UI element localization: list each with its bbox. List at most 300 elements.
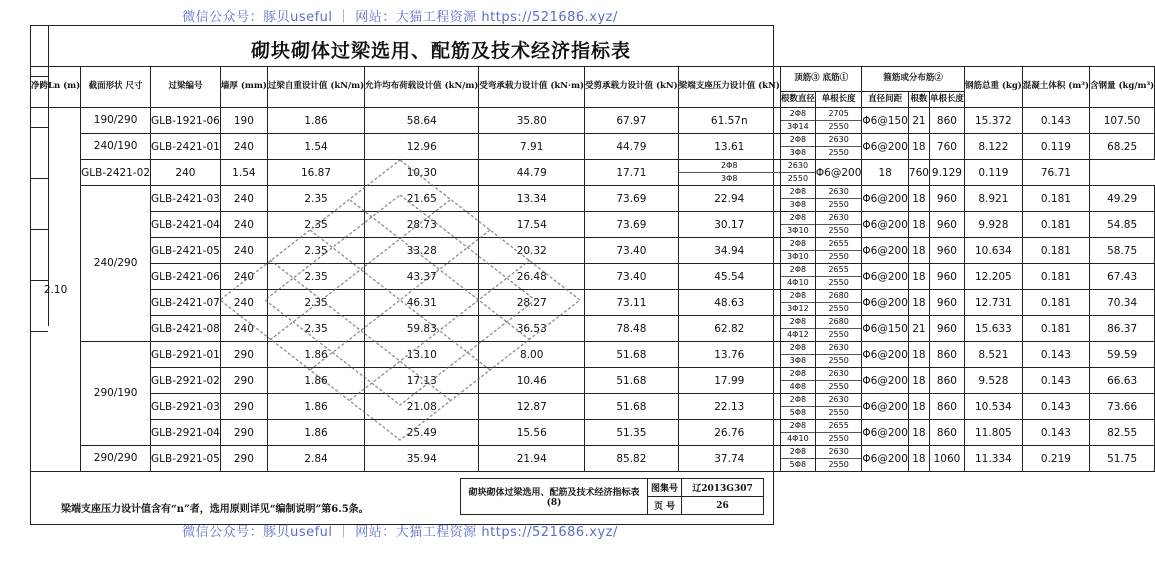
shear-capacity: 51.35 [585, 420, 679, 446]
shear-capacity: 44.79 [479, 160, 585, 186]
top-bar-length: 2680 [816, 316, 862, 329]
bottom-bar: 3Φ10 [787, 252, 809, 261]
bottom-bar: 4Φ12 [787, 330, 809, 339]
shear-capacity: 73.40 [585, 238, 679, 264]
bar-length-cell [815, 290, 862, 316]
header-top-bars: 顶筋③ 底筋① [780, 67, 862, 92]
stirrup-length: 960 [929, 186, 964, 212]
steel-content: 49.29 [1090, 186, 1155, 212]
bottom-bar: 5Φ8 [789, 408, 807, 417]
top-bar-length: 2655 [816, 264, 862, 277]
stirrup-spacing: Φ6@200 [862, 134, 909, 160]
span-cell: 2.10 [31, 108, 81, 472]
header-stirrups: 箍筋或分布筋② [862, 67, 965, 92]
stirrup-count: 18 [862, 160, 909, 186]
self-weight: 1.86 [267, 108, 364, 134]
header-code: 过梁编号 [151, 67, 221, 108]
allow-load: 58.64 [365, 108, 479, 134]
top-bar-length: 2630 [816, 342, 862, 355]
stirrup-count: 18 [908, 342, 929, 368]
stirrup-length: 860 [929, 420, 964, 446]
section-shape-cell: 190/290 [81, 108, 151, 134]
concrete-volume: 0.181 [1022, 238, 1089, 264]
bar-spec-cell [780, 108, 815, 134]
shear-capacity: 67.97 [585, 108, 679, 134]
self-weight: 1.86 [267, 368, 364, 394]
wall-thickness: 290 [220, 394, 267, 420]
bar-spec-cell [780, 186, 815, 212]
wall-thickness: 290 [220, 368, 267, 394]
top-bar: 2Φ8 [781, 212, 815, 225]
stirrup-count: 18 [908, 368, 929, 394]
header-shear: 受剪承载力设计值 (kN) [585, 67, 679, 108]
steel-weight: 9.129 [929, 160, 964, 186]
steel-weight: 8.122 [964, 134, 1022, 160]
allow-load: 12.96 [365, 134, 479, 160]
self-weight: 2.84 [267, 446, 364, 472]
top-bar: 2Φ8 [781, 238, 815, 251]
allow-load: 13.10 [365, 342, 479, 368]
bar-spec-cell [780, 134, 815, 160]
bottom-bar: 3Φ12 [787, 304, 809, 313]
stirrup-spacing: Φ6@150 [862, 316, 909, 342]
watermark-top: 微信公众号：豚贝useful ｜ 网站：大猫工程资源 https://521686.xyz/ [182, 10, 618, 25]
wall-thickness: 240 [220, 212, 267, 238]
self-weight: 2.35 [267, 212, 364, 238]
table-row [31, 316, 1155, 342]
steel-content: 76.71 [1022, 160, 1089, 186]
steel-weight: 11.805 [964, 420, 1022, 446]
bar-length-cell [815, 420, 862, 446]
concrete-volume: 0.143 [1022, 368, 1089, 394]
shear-capacity: 73.11 [585, 290, 679, 316]
stirrup-count: 18 [908, 264, 929, 290]
bending-capacity: 7.91 [479, 134, 585, 160]
beam-code: GLB-2421-02 [81, 160, 151, 186]
steel-content: 58.75 [1090, 238, 1155, 264]
self-weight: 2.35 [267, 264, 364, 290]
bar-spec-cell [780, 420, 815, 446]
wall-thickness: 240 [220, 238, 267, 264]
bottom-bar: 3Φ8 [789, 356, 807, 365]
shear-capacity: 78.48 [585, 316, 679, 342]
bar-spec-cell [780, 316, 815, 342]
steel-weight: 8.921 [964, 186, 1022, 212]
top-bar: 2Φ8 [781, 186, 815, 199]
steel-content: 66.63 [1090, 368, 1155, 394]
support-pressure: 17.99 [678, 368, 780, 394]
stirrup-length: 1060 [929, 446, 964, 472]
self-weight: 1.86 [267, 420, 364, 446]
bar-spec-cell [678, 160, 780, 186]
top-bar-length: 2630 [816, 186, 862, 199]
bar-length-cell [780, 160, 815, 186]
footnote: 梁端支座压力设计值含有“n”者，选用原则详见“编制说明”第6.5条。 [61, 504, 369, 515]
wall-thickness: 290 [220, 446, 267, 472]
table-row [31, 108, 1155, 134]
support-pressure: 22.13 [678, 394, 780, 420]
stirrup-count: 18 [908, 420, 929, 446]
top-bar-length: 2630 [816, 446, 862, 459]
allow-load: 21.08 [365, 394, 479, 420]
allow-load: 17.13 [365, 368, 479, 394]
bar-length-cell [815, 368, 862, 394]
steel-weight: 12.205 [964, 264, 1022, 290]
steel-weight: 10.534 [964, 394, 1022, 420]
top-bar: 2Φ8 [781, 316, 815, 329]
beam-code: GLB-2421-06 [151, 264, 221, 290]
concrete-volume: 0.143 [1022, 394, 1089, 420]
concrete-volume: 0.119 [1022, 134, 1089, 160]
stirrup-spacing: Φ6@150 [862, 108, 909, 134]
bottom-bar-length: 2550 [828, 460, 849, 469]
bottom-bar-length: 2550 [828, 356, 849, 365]
wall-thickness: 240 [220, 134, 267, 160]
stirrup-count: 21 [908, 316, 929, 342]
steel-content: 54.85 [1090, 212, 1155, 238]
stirrup-count: 18 [908, 446, 929, 472]
bottom-bar-length: 2550 [828, 200, 849, 209]
bending-capacity: 21.94 [479, 446, 585, 472]
subheader-count: 根数 [908, 92, 929, 108]
support-pressure: 61.57n [678, 108, 780, 134]
shear-capacity: 73.40 [585, 264, 679, 290]
concrete-volume: 0.143 [1022, 342, 1089, 368]
stirrup-spacing: Φ6@200 [862, 368, 909, 394]
top-bar-length: 2630 [816, 134, 862, 147]
concrete-volume: 0.181 [1022, 290, 1089, 316]
self-weight: 2.35 [267, 238, 364, 264]
support-pressure: 26.76 [678, 420, 780, 446]
section-shape-cell: 290/190 [81, 342, 151, 446]
stirrup-length: 960 [929, 212, 964, 238]
page-title: 砌块砌体过梁选用、配筋及技术经济指标表 [251, 40, 632, 62]
bottom-bar-length: 2550 [828, 148, 849, 157]
bending-capacity: 13.34 [479, 186, 585, 212]
bending-capacity: 36.53 [479, 316, 585, 342]
self-weight: 2.35 [267, 290, 364, 316]
stirrup-length: 860 [929, 368, 964, 394]
bending-capacity: 10.46 [479, 368, 585, 394]
steel-weight: 9.928 [964, 212, 1022, 238]
table-row [31, 134, 1155, 160]
table-row [31, 160, 1155, 186]
concrete-volume: 0.143 [1022, 108, 1089, 134]
top-bar-length: 2655 [816, 238, 862, 251]
concrete-volume: 0.119 [964, 160, 1022, 186]
bottom-bar-length: 2550 [828, 226, 849, 235]
allow-load: 59.83 [365, 316, 479, 342]
support-pressure: 17.71 [585, 160, 679, 186]
stirrup-length: 860 [929, 394, 964, 420]
allow-load: 16.87 [267, 160, 364, 186]
shear-capacity: 73.69 [585, 186, 679, 212]
support-pressure: 30.17 [678, 212, 780, 238]
support-pressure: 45.54 [678, 264, 780, 290]
beam-code: GLB-2921-01 [151, 342, 221, 368]
atlas-label: 图集号 [648, 479, 682, 497]
self-weight: 1.54 [267, 134, 364, 160]
top-bar-length: 2630 [816, 394, 862, 407]
support-pressure: 48.63 [678, 290, 780, 316]
steel-content: 82.55 [1090, 420, 1155, 446]
concrete-volume: 0.181 [1022, 186, 1089, 212]
bending-capacity: 35.80 [479, 108, 585, 134]
bar-length-cell [815, 108, 862, 134]
allow-load: 43.37 [365, 264, 479, 290]
stirrup-spacing: Φ6@200 [862, 238, 909, 264]
stirrup-spacing: Φ6@200 [862, 394, 909, 420]
allow-load: 35.94 [365, 446, 479, 472]
steel-content: 107.50 [1090, 108, 1155, 134]
bending-capacity: 17.54 [479, 212, 585, 238]
steel-weight: 15.633 [964, 316, 1022, 342]
header-allow-load: 允许均布荷载设计值 (kN/m) [365, 67, 479, 108]
bar-spec-cell [780, 238, 815, 264]
stirrup-length: 860 [929, 342, 964, 368]
top-bar: 2Φ8 [679, 160, 780, 173]
stirrup-spacing: Φ6@200 [815, 160, 862, 186]
stirrup-count: 18 [908, 186, 929, 212]
top-bar: 2Φ8 [781, 446, 815, 459]
table-row [31, 368, 1155, 394]
steel-content: 59.59 [1090, 342, 1155, 368]
bottom-bar-length: 2550 [828, 330, 849, 339]
bar-length-cell [815, 446, 862, 472]
beam-code: GLB-2921-02 [151, 368, 221, 394]
bar-length-cell [815, 342, 862, 368]
shear-capacity: 51.68 [585, 342, 679, 368]
concrete-volume: 0.143 [1022, 420, 1089, 446]
beam-code: GLB-2921-04 [151, 420, 221, 446]
top-bar-length: 2630 [816, 368, 862, 381]
header-support: 梁端支座压力设计值 (kN) [678, 67, 780, 108]
beam-table [30, 66, 1155, 472]
steel-content: 51.75 [1090, 446, 1155, 472]
bottom-bar: 3Φ8 [721, 174, 738, 183]
beam-code: GLB-2421-03 [151, 186, 221, 212]
bottom-bar-length: 2550 [828, 278, 849, 287]
section-shape-cell: 240/290 [81, 186, 151, 342]
beam-code: GLB-2421-07 [151, 290, 221, 316]
beam-code: GLB-2421-01 [151, 134, 221, 160]
header-self-weight: 过梁自重设计值 (kN/m) [267, 67, 364, 108]
bar-spec-cell [780, 446, 815, 472]
title-block [460, 478, 764, 515]
header-steel-weight: 钢筋总重 (kg) [964, 67, 1022, 108]
bar-length-cell [815, 316, 862, 342]
stirrup-count: 18 [908, 290, 929, 316]
top-bar-length: 2705 [816, 108, 862, 121]
stirrup-spacing: Φ6@200 [862, 342, 909, 368]
header-bending: 受弯承载力设计值 (kN·m) [479, 67, 585, 108]
stirrup-spacing: Φ6@200 [862, 420, 909, 446]
bottom-bar-length: 2550 [828, 434, 849, 443]
support-pressure: 37.74 [678, 446, 780, 472]
table-row [31, 446, 1155, 472]
bending-capacity: 20.32 [479, 238, 585, 264]
shear-capacity: 51.68 [585, 394, 679, 420]
self-weight: 1.54 [220, 160, 267, 186]
bending-capacity: 26.48 [479, 264, 585, 290]
bending-capacity: 15.56 [479, 420, 585, 446]
steel-content: 73.66 [1090, 394, 1155, 420]
bottom-bar: 4Φ10 [787, 278, 809, 287]
table-row [31, 238, 1155, 264]
subheader-length: 单根长度 [815, 92, 862, 108]
allow-load: 25.49 [365, 420, 479, 446]
stirrup-count: 21 [908, 108, 929, 134]
table-row [31, 420, 1155, 446]
subheader-length2: 单根长度 [929, 92, 964, 108]
stirrup-length: 960 [929, 264, 964, 290]
concrete-volume: 0.181 [1022, 212, 1089, 238]
self-weight: 1.86 [267, 342, 364, 368]
bending-capacity: 12.87 [479, 394, 585, 420]
stirrup-spacing: Φ6@200 [862, 186, 909, 212]
top-bar: 2Φ8 [781, 420, 815, 433]
support-pressure: 13.61 [678, 134, 780, 160]
beam-code: GLB-2421-08 [151, 316, 221, 342]
page-label: 页 号 [648, 497, 682, 515]
wall-thickness: 240 [151, 160, 221, 186]
bottom-bar: 4Φ8 [789, 382, 807, 391]
bar-length-cell [815, 186, 862, 212]
wall-thickness: 290 [220, 420, 267, 446]
bottom-bar-length: 2550 [828, 122, 849, 131]
top-bar-length: 2655 [816, 420, 862, 433]
bar-spec-cell [780, 212, 815, 238]
section-shape-cell: 290/290 [81, 446, 151, 472]
support-pressure: 34.94 [678, 238, 780, 264]
support-pressure: 62.82 [678, 316, 780, 342]
bottom-bar-length: 2550 [828, 408, 849, 417]
subheader-dia-spacing: 直径间距 [862, 92, 909, 108]
support-pressure: 13.76 [678, 342, 780, 368]
page-number: 26 [682, 497, 764, 515]
allow-load: 21.65 [365, 186, 479, 212]
subheader-count-dia: 根数直径 [780, 92, 815, 108]
top-bar-length: 2680 [816, 290, 862, 303]
shear-capacity: 85.82 [585, 446, 679, 472]
bar-spec-cell [780, 342, 815, 368]
wall-thickness: 240 [220, 316, 267, 342]
allow-load: 33.28 [365, 238, 479, 264]
steel-weight: 10.634 [964, 238, 1022, 264]
bottom-bar: 3Φ8 [789, 148, 807, 157]
bar-spec-cell [780, 264, 815, 290]
table-body [31, 108, 1155, 472]
allow-load: 46.31 [365, 290, 479, 316]
top-bar: 2Φ8 [781, 342, 815, 355]
bottom-bar-length: 2550 [828, 382, 849, 391]
allow-load: 28.73 [365, 212, 479, 238]
watermark-bottom: 微信公众号：豚贝useful ｜ 网站：大猫工程资源 https://521686.xyz/ [182, 525, 618, 540]
steel-weight: 9.528 [964, 368, 1022, 394]
header-steel-content: 含钢量 (kg/m³) [1090, 67, 1155, 108]
bar-length-cell [815, 238, 862, 264]
bottom-bar: 4Φ10 [787, 434, 809, 443]
stirrup-length: 960 [929, 316, 964, 342]
table-row [31, 342, 1155, 368]
self-weight: 2.35 [267, 186, 364, 212]
top-bar-length: 2630 [781, 160, 815, 173]
stirrup-spacing: Φ6@200 [862, 290, 909, 316]
wall-thickness: 240 [220, 186, 267, 212]
table-row [31, 186, 1155, 212]
concrete-volume: 0.219 [1022, 446, 1089, 472]
shear-capacity: 51.68 [585, 368, 679, 394]
table-row [31, 394, 1155, 420]
shear-capacity: 73.69 [585, 212, 679, 238]
beam-code: GLB-2421-05 [151, 238, 221, 264]
steel-weight: 8.521 [964, 342, 1022, 368]
bottom-bar-length: 2550 [828, 252, 849, 261]
stirrup-length: 860 [929, 108, 964, 134]
bar-length-cell [815, 264, 862, 290]
title-block-name: 砌块砌体过梁选用、配筋及技术经济指标表(8) [461, 479, 648, 515]
bar-spec-cell [780, 394, 815, 420]
bottom-bar-length: 2550 [828, 304, 849, 313]
bottom-bar-length: 2550 [787, 174, 809, 183]
stirrup-count: 18 [908, 394, 929, 420]
stirrup-length: 960 [929, 238, 964, 264]
table-row [31, 290, 1155, 316]
top-bar: 2Φ8 [781, 368, 815, 381]
table-row [31, 264, 1155, 290]
top-bar-length: 2630 [816, 212, 862, 225]
top-bar: 2Φ8 [781, 290, 815, 303]
beam-code: GLB-2421-04 [151, 212, 221, 238]
header-wall: 墙厚 (mm) [220, 67, 267, 108]
support-pressure: 22.94 [678, 186, 780, 212]
header-span: 净跨Ln (m) [31, 67, 81, 108]
bar-length-cell [815, 134, 862, 160]
stirrup-length: 760 [929, 134, 964, 160]
steel-weight: 11.334 [964, 446, 1022, 472]
header-concrete: 混凝土体积 (m³) [1022, 67, 1089, 108]
top-bar: 2Φ8 [781, 134, 815, 147]
concrete-volume: 0.181 [1022, 264, 1089, 290]
table-row [31, 212, 1155, 238]
stirrup-length: 760 [908, 160, 929, 186]
stirrup-spacing: Φ6@200 [862, 212, 909, 238]
steel-weight: 15.372 [964, 108, 1022, 134]
bar-spec-cell [780, 368, 815, 394]
steel-content: 70.34 [1090, 290, 1155, 316]
steel-content: 68.25 [1090, 134, 1155, 160]
self-weight: 1.86 [267, 394, 364, 420]
atlas-number: 辽2013G307 [682, 479, 764, 497]
concrete-volume: 0.181 [1022, 316, 1089, 342]
wall-thickness: 290 [220, 342, 267, 368]
bottom-bar: 3Φ8 [789, 200, 807, 209]
beam-code: GLB-1921-06 [151, 108, 221, 134]
shear-capacity: 44.79 [585, 134, 679, 160]
bar-spec-cell [780, 290, 815, 316]
section-shape-cell: 240/190 [81, 134, 151, 160]
bar-length-cell [815, 212, 862, 238]
top-bar: 2Φ8 [781, 394, 815, 407]
bottom-bar: 3Φ10 [787, 226, 809, 235]
beam-code: GLB-2921-05 [151, 446, 221, 472]
wall-thickness: 240 [220, 264, 267, 290]
wall-thickness: 190 [220, 108, 267, 134]
beam-code: GLB-2921-03 [151, 394, 221, 420]
bar-length-cell [815, 394, 862, 420]
bending-capacity: 10.30 [365, 160, 479, 186]
stirrup-count: 18 [908, 238, 929, 264]
